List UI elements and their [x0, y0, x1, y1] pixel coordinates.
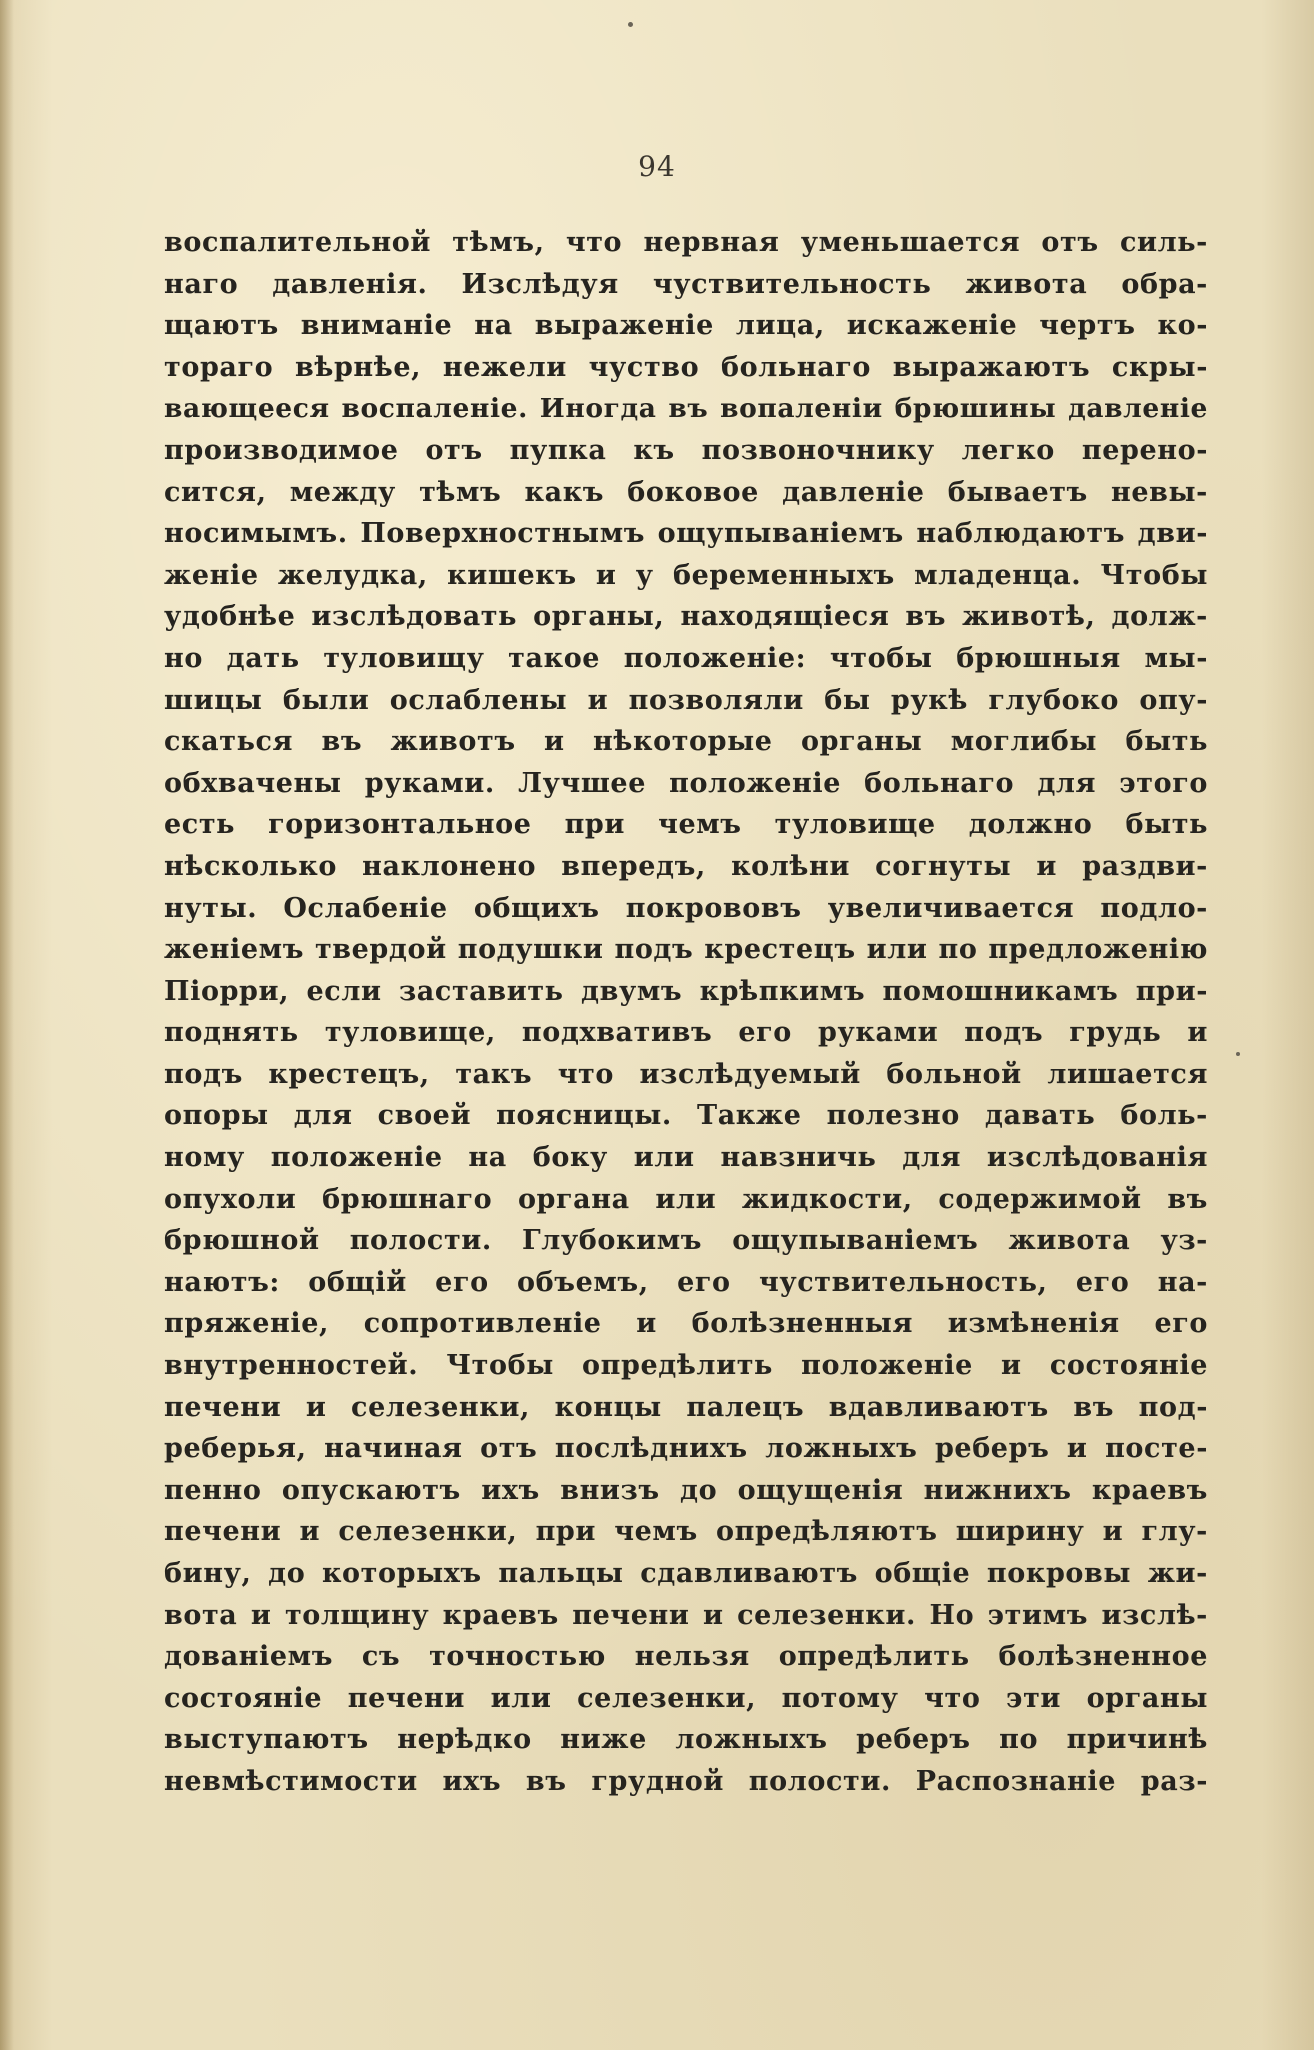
text-line: дованіемъ съ точностью нельзя опредѣлить болѣзненное — [164, 1641, 1208, 1673]
page-number: 94 — [638, 150, 676, 183]
text-line: сится, между тѣмъ какъ боковое давленіе бываетъ невы- — [164, 476, 1208, 508]
text-line: состояніе печени или селезенки, потому что эти органы — [164, 1682, 1208, 1714]
text-line: поднять туловище, подхвативъ его руками подъ грудь и — [164, 1017, 1208, 1049]
text-line: носимымъ. Поверхностнымъ ощупываніемъ наблюдаютъ дви- — [164, 518, 1208, 550]
text-line: бину, до которыхъ пальцы сдавливаютъ общіе покровы жи- — [164, 1558, 1208, 1589]
text-line: воспалительной тѣмъ, что нервная уменьшается отъ силь- — [164, 227, 1208, 258]
text-line: внутренностей. Чтобы опредѣлить положеніе и состояніе — [164, 1350, 1208, 1382]
text-line: наго давленія. Изслѣдуя чуствительность живота обра- — [164, 268, 1208, 300]
paper-speck — [628, 22, 633, 27]
text-line: ному положеніе на боку или навзничь для изслѣдованія — [164, 1142, 1208, 1174]
text-line: щаютъ вниманіе на выраженіе лица, искаженіе чертъ ко- — [164, 310, 1208, 342]
text-line: выступаютъ нерѣдко ниже ложныхъ реберъ по причинѣ — [164, 1724, 1208, 1756]
text-line: производимое отъ пупка къ позвоночнику легко перено- — [164, 434, 1208, 466]
text-line: опухоли брюшнаго органа или жидкости, содержимой въ — [164, 1183, 1208, 1215]
text-line: тораго вѣрнѣе, нежели чуство больнаго выражаютъ скры- — [164, 351, 1208, 383]
text-line: печени и селезенки, концы палецъ вдавливаютъ въ под- — [164, 1391, 1208, 1423]
text-line: вающееся воспаленіе. Иногда въ вопаленіи брюшины давленіе — [164, 393, 1208, 425]
text-line: нѣсколько наклонено впередъ, колѣни согнуты и раздви- — [164, 850, 1208, 882]
text-line: женіе желудка, кишекъ и у беременныхъ младенца. Чтобы — [164, 559, 1208, 591]
text-line: реберья, начиная отъ послѣднихъ ложныхъ реберъ и посте- — [164, 1433, 1208, 1465]
text-line: печени и селезенки, при чемъ опредѣляютъ ширину и глу- — [164, 1516, 1208, 1548]
text-line: вота и толщину краевъ печени и селезенки. Но этимъ изслѣ- — [164, 1599, 1208, 1631]
text-line: пряженіе, сопротивленіе и болѣзненныя измѣненія его — [164, 1308, 1208, 1340]
paper-speck — [1236, 1052, 1240, 1056]
binding-shadow — [0, 0, 14, 2050]
text-line: но дать туловищу такое положеніе: чтобы брюшныя мы- — [164, 642, 1208, 674]
text-line: пенно опускаютъ ихъ внизъ до ощущенія нижнихъ краевъ — [164, 1474, 1208, 1506]
text-line: Піорри, если заставить двумъ крѣпкимъ помошникамъ при- — [164, 975, 1208, 1007]
text-line: обхвачены руками. Лучшее положеніе больнаго для этого — [164, 767, 1208, 799]
text-line: удобнѣе изслѣдовать органы, находящіеся въ животѣ, долж- — [164, 601, 1208, 633]
text-line: наютъ: общій его объемъ, его чуствительность, его на- — [164, 1266, 1208, 1298]
body-text — [164, 222, 1208, 1803]
text-line: опоры для своей поясницы. Также полезно давать боль- — [164, 1100, 1208, 1132]
text-line: скаться въ животъ и нѣкоторые органы моглибы быть — [164, 726, 1208, 758]
text-line: женіемъ твердой подушки подъ крестецъ или по предложенію — [164, 934, 1208, 966]
text-line: невмѣстимости ихъ въ грудной полости. Распознаніе раз- — [164, 1765, 1208, 1797]
text-line: нуты. Ослабеніе общихъ покрововъ увеличивается подло- — [164, 892, 1208, 924]
text-line: брюшной полости. Глубокимъ ощупываніемъ живота уз- — [164, 1225, 1208, 1257]
text-line: подъ крестецъ, такъ что изслѣдуемый больной лишается — [164, 1058, 1208, 1090]
text-line: шицы были ослаблены и позволяли бы рукѣ глубоко опу- — [164, 684, 1208, 716]
text-line: есть горизонтальное при чемъ туловище должно быть — [164, 809, 1208, 841]
